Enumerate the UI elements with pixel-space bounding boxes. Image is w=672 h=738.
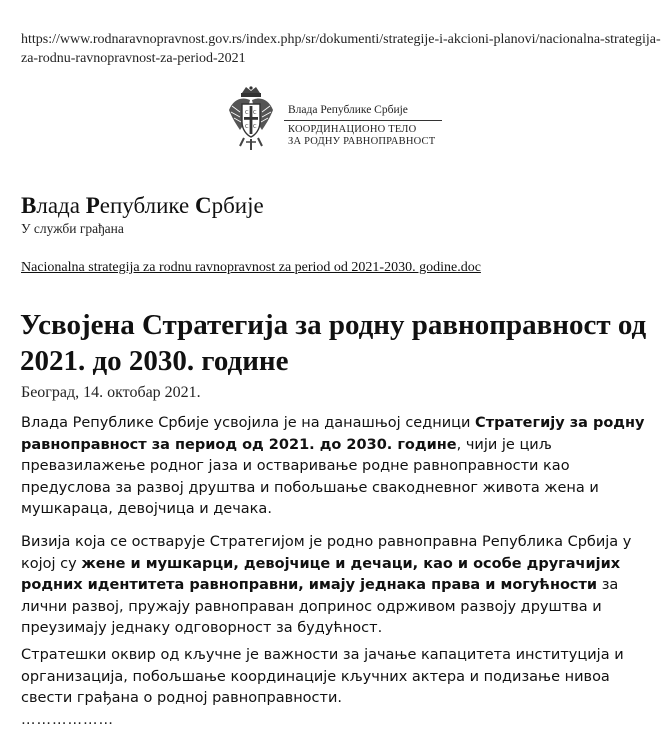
logo-government-name: Влада Републике Србије xyxy=(288,104,408,116)
title-rest-3: рбије xyxy=(211,193,264,218)
strategy-document-link[interactable]: Nacionalna strategija za rodnu ravnopravnost za period od 2021-2030. godine.doc xyxy=(21,260,481,275)
p2-text-c: за лични развој, пружају равноправан допринос одрживом развоју друштва и преузимају једнаку одговорност за будућност. xyxy=(21,577,619,636)
title-rest-1: лада xyxy=(36,193,86,218)
svg-text:С: С xyxy=(245,110,249,116)
p2-text-bold: жене и мушкарци, девојчице и дечаци, као и особе другачијих родних идентитета равноправни, имају једнака права и могућности xyxy=(21,555,621,593)
continuation-ellipsis: ……………… xyxy=(21,712,114,728)
logo-body-line-1: КООРДИНАЦИОНО ТЕЛО xyxy=(288,124,417,135)
article-paragraph-2 xyxy=(21,532,649,640)
title-rest-2: епублике xyxy=(99,193,195,218)
title-cap-3: С xyxy=(194,193,212,218)
svg-text:С: С xyxy=(253,124,257,130)
logo-body-line-2: ЗА РОДНУ РАВНОПРАВНОСТ xyxy=(288,136,436,147)
p1-text-a: Влада Републике Србије усвојила је на данашњој седници xyxy=(21,415,476,431)
government-title xyxy=(21,193,264,219)
p1-text-c: , чији је циљ превазилажење родног јаза и остваривање родне равноправности као предуслова за развој друштва и побољшање свакодневног живота жена и мушкараца, девојчица и дечака. xyxy=(21,436,599,517)
p2-text-a: Визија која се остварује Стратегијом је родно равноправна Република Србија у којој су xyxy=(21,534,632,572)
title-cap-1: В xyxy=(21,193,37,218)
source-url[interactable]: https://www.rodnaravnopravnost.gov.rs/index.php/sr/dokumenti/strategije-i-akcioni-planovi/nacionalna-strategija-za-rodnu-ravnopravnost-za-period-2021 xyxy=(21,32,661,66)
serbian-coat-of-arms-icon xyxy=(226,84,276,154)
logo-body-name xyxy=(288,124,435,148)
article-paragraph-1 xyxy=(21,413,649,521)
logo-divider xyxy=(284,120,442,121)
coordination-body-logo xyxy=(226,84,456,158)
title-cap-2: Р xyxy=(85,193,100,218)
article-date: Београд, 14. октобар 2021. xyxy=(21,384,201,401)
p1-text-bold: Стратегију за родну равноправност за период од 2021. до 2030. године xyxy=(21,415,645,453)
svg-text:С: С xyxy=(253,110,257,116)
article-paragraph-3: Стратешки оквир од кључне је важности за јачање капацитета институција и организација, побољшање координације кључних актера и подизање нивоа свести грађана о родној равноправности. xyxy=(21,647,624,706)
article-headline: Усвојена Стратегија за родну равноправност од 2021. до 2030. године xyxy=(20,309,647,377)
svg-text:С: С xyxy=(245,124,249,130)
government-subtitle: У служби грађана xyxy=(21,221,124,236)
